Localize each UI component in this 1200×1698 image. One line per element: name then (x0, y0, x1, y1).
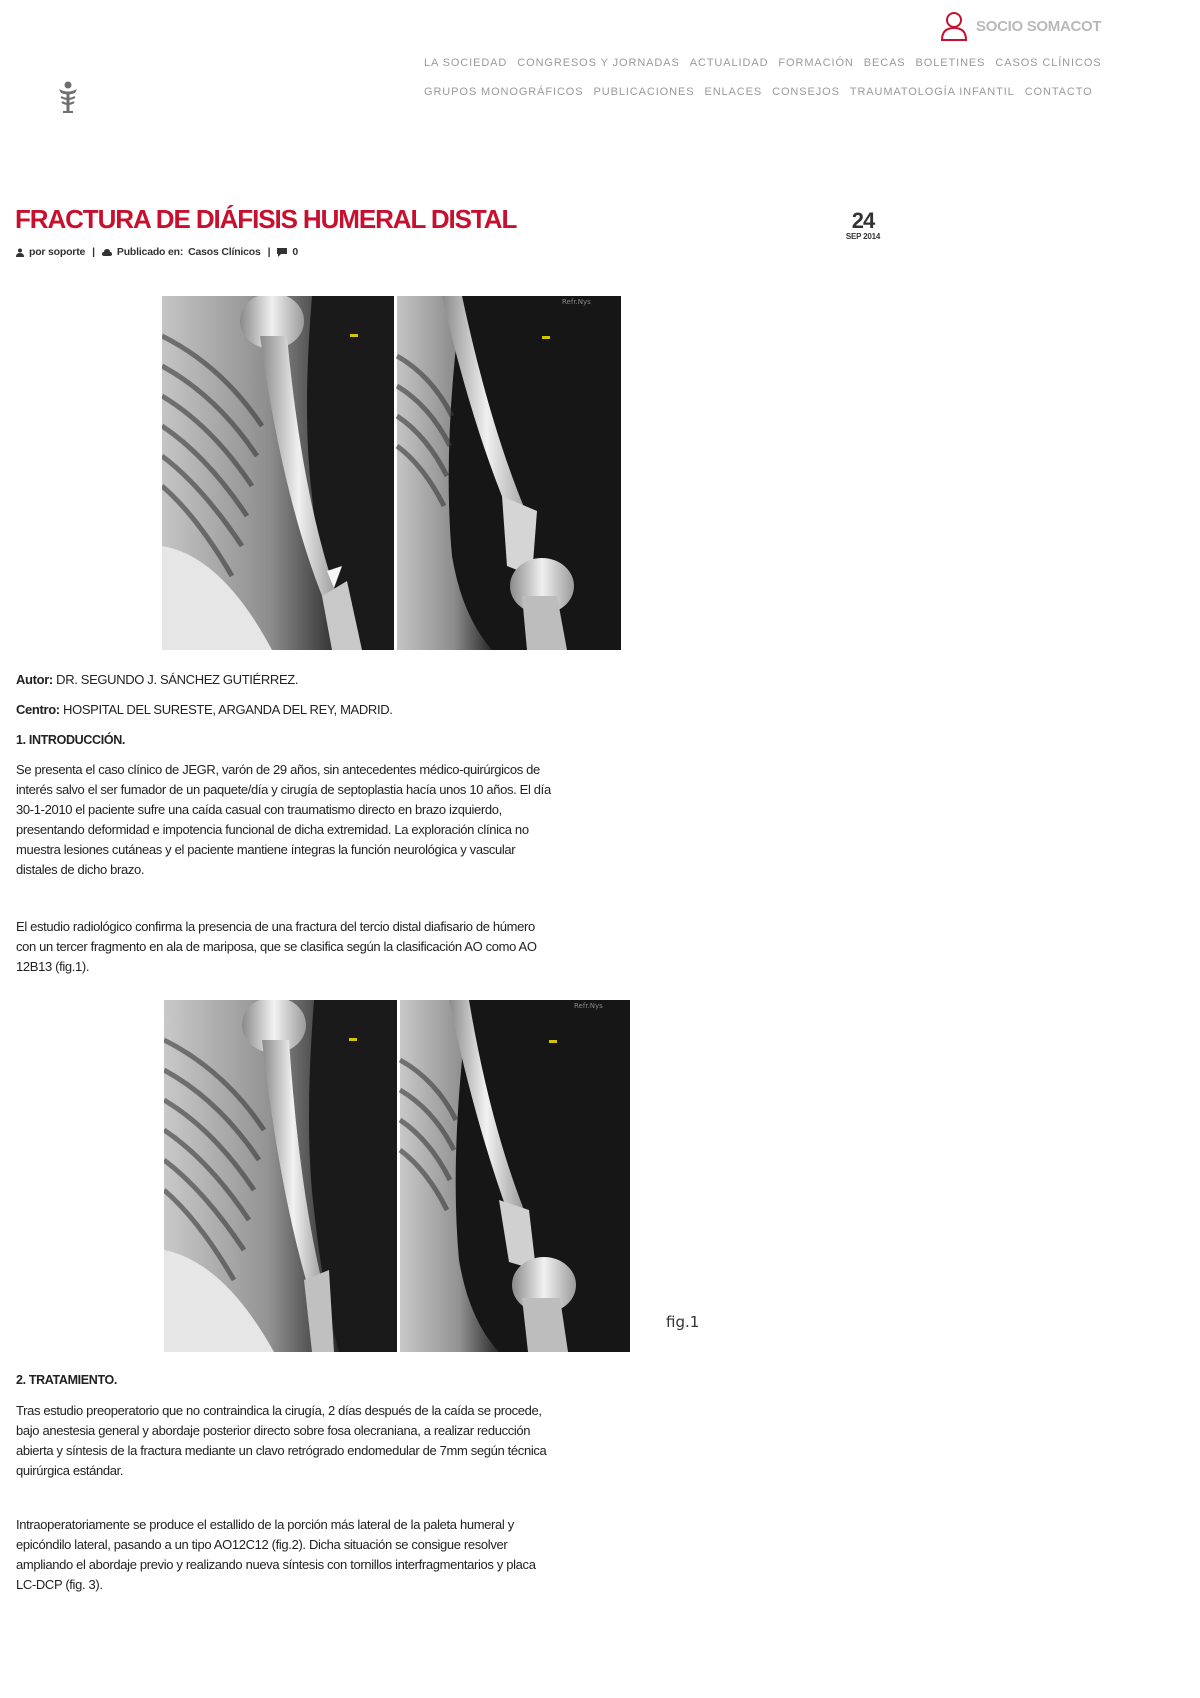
published-label: Publicado en: (116, 246, 184, 258)
date-day: 24 (851, 208, 875, 233)
nav-grupos-monograficos[interactable]: GRUPOS MONOGRÁFICOS (424, 86, 584, 98)
header-xray-image (162, 296, 621, 650)
comment-count[interactable]: 0 (292, 246, 299, 258)
nav-contacto[interactable]: CONTACTO (1024, 86, 1093, 98)
nav-publicaciones[interactable]: PUBLICACIONES (593, 86, 695, 98)
author-value: DR. SEGUNDO J. SÁNCHEZ GUTIÉRREZ. (56, 672, 299, 687)
section-heading-tratamiento: 2. TRATAMIENTO. (16, 1373, 118, 1387)
meta-separator: | (92, 246, 95, 258)
post-author[interactable]: por soporte (29, 246, 86, 258)
xray-label: Refr.Nys (562, 298, 591, 306)
member-label: SOCIO SOMACOT (976, 17, 1102, 35)
nav-congresos[interactable]: CONGRESOS Y JORNADAS (517, 57, 680, 69)
nav-enlaces[interactable]: ENLACES (704, 86, 763, 98)
post-date-badge (838, 210, 888, 241)
post-title: FRACTURA DE DIÁFISIS HUMERAL DISTAL (15, 204, 517, 234)
post-category-link[interactable]: Casos Clínicos (188, 246, 261, 258)
logo-emblem-icon (56, 80, 80, 114)
nav-la-sociedad[interactable]: LA SOCIEDAD (424, 57, 508, 69)
member-login-link[interactable] (940, 10, 1101, 42)
main-nav-row-2 (424, 86, 1093, 98)
treatment-paragraph-2: Intraoperatoriamente se produce el estallido de la porción más lateral de la paleta humeral y epicóndilo lateral, pasando a un tipo AO12C12 (fig.2). Dicha situación se consigue resolver ampliando el abordaje previo y realizando nueva síntesis con tornillos interfragmentarios y placa LC-DCP (fig. 3). (16, 1517, 536, 1592)
center-key: Centro: (16, 702, 60, 717)
author-line (16, 670, 556, 690)
nav-boletines[interactable]: BOLETINES (915, 57, 986, 69)
intro-paragraph-2: El estudio radiológico confirma la presencia de una fractura del tercio distal diafisario de húmero con un tercer fragmento en ala de mariposa, que se clasifica según la clasificación AO como AO 12B13 (fig.1). (16, 919, 537, 974)
post-meta (16, 246, 298, 258)
user-icon (940, 10, 968, 42)
nav-traumatologia-infantil[interactable]: TRAUMATOLOGÍA INFANTIL (849, 86, 1015, 98)
nav-becas[interactable]: BECAS (863, 57, 906, 69)
author-key: Autor: (16, 672, 53, 687)
comments-icon (277, 248, 287, 257)
center-value: HOSPITAL DEL SURESTE, ARGANDA DEL REY, MADRID. (63, 702, 393, 717)
meta-separator: | (267, 246, 271, 258)
site-logo[interactable] (56, 80, 80, 114)
xray-label: Refr.Nys (574, 1002, 603, 1010)
cloud-icon (102, 249, 112, 256)
nav-casos-clinicos[interactable]: CASOS CLÍNICOS (995, 57, 1102, 69)
figure-1-caption: fig.1 (666, 1313, 700, 1331)
intro-paragraph-1: Se presenta el caso clínico de JEGR, varón de 29 años, sin antecedentes médico-quirúrgicos de interés salvo el ser fumador de un paquete/día y cirugía de septoplastia hacía unos 10 años. El día 30-1-2010 el paciente sufre una caída casual con traumatismo directo en brazo izquierdo, presentando deformidad e impotencia funcional de dicha extremidad. La exploración clínica no muestra lesiones cutáneas y el paciente mantiene íntegras la función neurológica y vascular distales de dicho brazo. (16, 762, 551, 877)
figure-1-xray-image (164, 1000, 630, 1352)
center-line (16, 700, 556, 720)
treatment-paragraph-1: Tras estudio preoperatorio que no contraindica la cirugía, 2 días después de la caída se procede, bajo anestesia general y abordaje posterior directo sobre fosa olecraniana, a realizar reducción abierta y síntesis de la fractura mediante un clavo retrógrado endomedular de 7mm según técnica quirúrgica estándar. (16, 1403, 547, 1478)
date-month-year: SEP 2014 (845, 232, 881, 241)
nav-actualidad[interactable]: ACTUALIDAD (689, 57, 769, 69)
nav-consejos[interactable]: CONSEJOS (772, 86, 840, 98)
author-icon (16, 248, 24, 257)
section-heading-introduccion: 1. INTRODUCCIÓN. (16, 733, 125, 747)
main-nav-row-1 (424, 57, 1102, 69)
nav-formacion[interactable]: FORMACIÓN (778, 57, 854, 69)
